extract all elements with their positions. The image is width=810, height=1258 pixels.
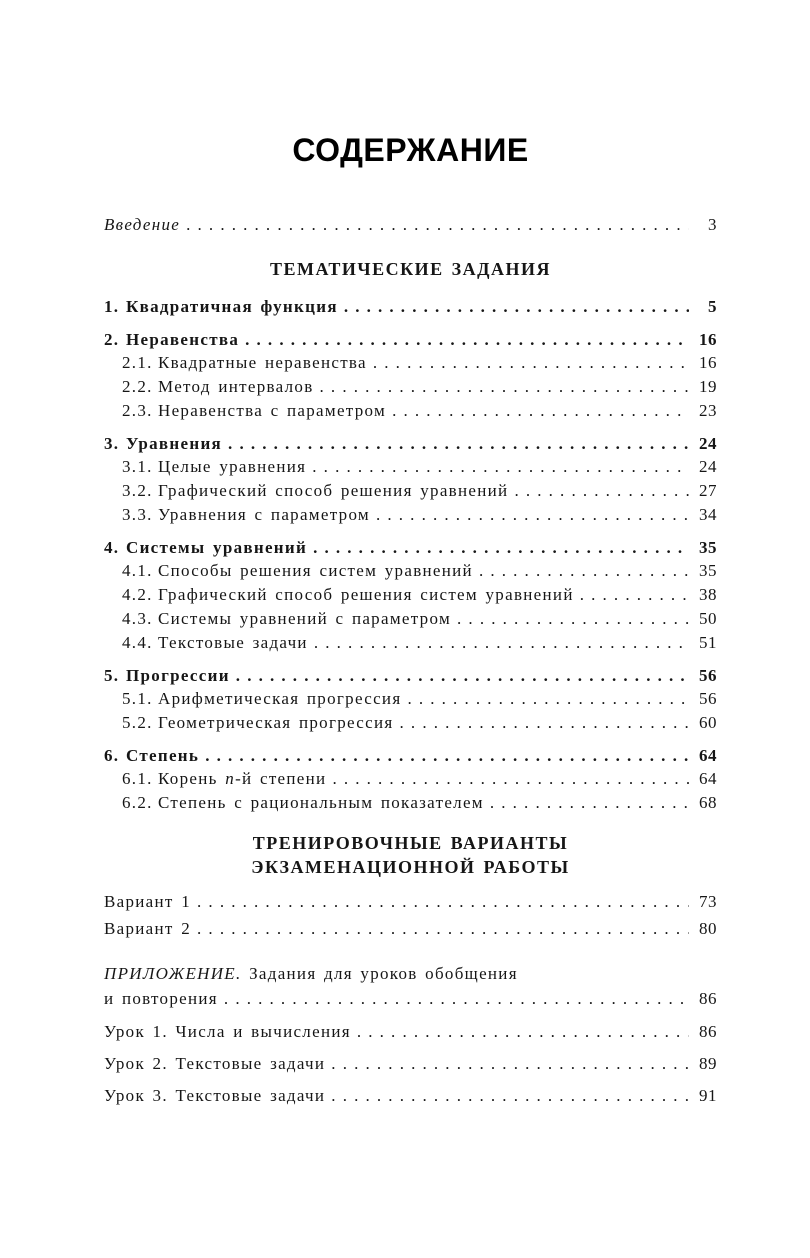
dot-leader xyxy=(197,917,689,940)
dot-leader xyxy=(407,687,689,710)
toc-entry-sub xyxy=(104,711,717,734)
page-number: 64 xyxy=(699,746,717,765)
entry-label: Прогрессии xyxy=(126,666,230,685)
entry-number: 1. xyxy=(104,297,120,316)
dot-leader xyxy=(186,213,689,236)
dot-leader xyxy=(314,631,689,654)
toc-entry-main xyxy=(104,295,717,318)
entry-label: Урок 1. Числа и вычисления xyxy=(104,1022,351,1041)
dot-leader xyxy=(332,767,689,790)
entry-label: Уравнения xyxy=(126,434,223,453)
page-number: 24 xyxy=(699,434,717,453)
entry-label: Системы уравнений xyxy=(126,538,308,557)
page-number: 19 xyxy=(699,377,717,396)
page-title: СОДЕРЖАНИЕ xyxy=(292,132,529,168)
entry-label: Графический способ решения уравнений xyxy=(158,481,509,500)
toc-section xyxy=(104,744,717,814)
dot-leader xyxy=(490,791,689,814)
toc-entry-sub xyxy=(104,767,717,790)
toc-entry-sub xyxy=(104,503,717,526)
toc-entry-introduction xyxy=(104,213,717,236)
page-number: 24 xyxy=(699,457,717,476)
entry-label: и повторения xyxy=(104,989,218,1008)
toc-entry-sub xyxy=(104,375,717,398)
toc-entry-lesson xyxy=(104,1052,717,1075)
entry-label-part: Корень xyxy=(158,769,226,788)
entry-number: 2.1. xyxy=(122,353,153,372)
page-number: 80 xyxy=(699,919,717,938)
entry-number: 3.3. xyxy=(122,505,153,524)
part2-heading xyxy=(104,831,717,879)
entry-label: Уравнения с параметром xyxy=(158,505,370,524)
entry-label: Вариант 1 xyxy=(104,892,192,911)
dot-leader xyxy=(357,1020,689,1043)
entry-number: 5.1. xyxy=(122,689,153,708)
page-number: 23 xyxy=(699,401,717,420)
dot-leader xyxy=(312,455,689,478)
page-number: 16 xyxy=(699,330,717,349)
entry-number: 4.4. xyxy=(122,633,153,652)
dot-leader xyxy=(376,503,689,526)
dot-leader xyxy=(331,1052,689,1075)
page-number: 60 xyxy=(699,713,717,732)
entry-number: 3.2. xyxy=(122,481,153,500)
entry-number: 3.1. xyxy=(122,457,153,476)
toc-section xyxy=(104,295,717,318)
entry-label: Введение xyxy=(104,215,181,234)
toc-entry-sub xyxy=(104,559,717,582)
dot-leader xyxy=(245,328,689,351)
toc-entry-sub xyxy=(104,479,717,502)
page-number: 16 xyxy=(699,353,717,372)
dot-leader xyxy=(228,432,689,455)
entry-label: Квадратные неравенства xyxy=(158,353,367,372)
entry-number: 6.2. xyxy=(122,793,153,812)
entry-label: Урок 3. Текстовые задачи xyxy=(104,1086,326,1105)
page-number: 35 xyxy=(699,561,717,580)
entry-number: 4. xyxy=(104,538,120,557)
dot-leader xyxy=(479,559,689,582)
entry-number: 3. xyxy=(104,434,120,453)
toc-entry-sub xyxy=(104,399,717,422)
dot-leader xyxy=(514,479,689,502)
toc-entry-sub xyxy=(104,631,717,654)
page-number: 34 xyxy=(699,505,717,524)
dot-leader xyxy=(313,536,689,559)
entry-label-italic-part: n xyxy=(225,769,236,788)
entry-number: 2.3. xyxy=(122,401,153,420)
entry-number: 4.1. xyxy=(122,561,153,580)
page-number: 56 xyxy=(699,689,717,708)
dot-leader xyxy=(224,987,689,1010)
toc-entry-main xyxy=(104,664,717,687)
dot-leader xyxy=(236,664,689,687)
part2-heading-line2: ЭКЗАМЕНАЦИОННОЙ РАБОТЫ xyxy=(251,857,570,877)
appendix-line2 xyxy=(104,987,717,1010)
page-number: 50 xyxy=(699,609,717,628)
entry-label: Вариант 2 xyxy=(104,919,192,938)
toc-entry-sub xyxy=(104,455,717,478)
toc-sections xyxy=(104,295,717,814)
toc-entry-appendix xyxy=(104,962,717,1010)
dot-leader xyxy=(580,583,689,606)
page-number: 51 xyxy=(699,633,717,652)
toc-section xyxy=(104,664,717,734)
toc-variants xyxy=(104,890,717,940)
entry-label: Способы решения систем уравнений xyxy=(158,561,473,580)
entry-number: 4.3. xyxy=(122,609,153,628)
page-number: 38 xyxy=(699,585,717,604)
entry-label: Квадратичная функция xyxy=(126,297,338,316)
entry-label: Степень xyxy=(126,746,200,765)
dot-leader xyxy=(392,399,689,422)
dot-leader xyxy=(373,351,689,374)
entry-label: Неравенства с параметром xyxy=(158,401,387,420)
toc-entry-lesson xyxy=(104,1084,717,1107)
page-number: 5 xyxy=(708,297,717,316)
toc-entry-lesson xyxy=(104,1020,717,1043)
toc-lessons xyxy=(104,1020,717,1107)
toc-entry-variant xyxy=(104,917,717,940)
appendix-label-rest: Задания для уроков обобщения xyxy=(241,964,518,983)
entry-label: Неравенства xyxy=(126,330,240,349)
page-number: 89 xyxy=(699,1054,717,1073)
toc-entry-sub xyxy=(104,351,717,374)
toc-section xyxy=(104,432,717,526)
toc-entry-variant xyxy=(104,890,717,913)
entry-label: Степень с рациональным показателем xyxy=(158,793,484,812)
entry-label: Урок 2. Текстовые задачи xyxy=(104,1054,326,1073)
dot-leader xyxy=(197,890,689,913)
toc-entry-sub xyxy=(104,583,717,606)
dot-leader xyxy=(331,1084,689,1107)
entry-label: Текстовые задачи xyxy=(158,633,308,652)
entry-label xyxy=(104,962,518,985)
entry-label: Графический способ решения систем уравнений xyxy=(158,585,574,604)
dot-leader xyxy=(344,295,689,318)
entry-number: 5. xyxy=(104,666,120,685)
page-number: 64 xyxy=(699,769,717,788)
entry-number: 6. xyxy=(104,746,120,765)
entry-label: Метод интервалов xyxy=(158,377,314,396)
dot-leader xyxy=(205,744,689,767)
entry-label: Геометрическая прогрессия xyxy=(158,713,394,732)
toc-entry-main xyxy=(104,328,717,351)
part1-heading: ТЕМАТИЧЕСКИЕ ЗАДАНИЯ xyxy=(269,259,552,279)
dot-leader xyxy=(457,607,689,630)
toc-entry-sub xyxy=(104,791,717,814)
entry-number: 2.2. xyxy=(122,377,153,396)
entry-label-part: -й степени xyxy=(235,769,327,788)
entry-label xyxy=(158,767,326,790)
toc-section xyxy=(104,328,717,422)
page-number: 68 xyxy=(699,793,717,812)
entry-number: 4.2. xyxy=(122,585,153,604)
toc-entry-sub xyxy=(104,607,717,630)
toc-entry-main xyxy=(104,536,717,559)
page-number: 35 xyxy=(699,538,717,557)
page-number: 3 xyxy=(708,215,717,234)
part2-heading-line1: ТРЕНИРОВОЧНЫЕ ВАРИАНТЫ xyxy=(252,833,569,853)
page-number: 86 xyxy=(699,989,717,1008)
appendix-label-italic: ПРИЛОЖЕНИЕ. xyxy=(104,964,242,983)
page-number: 86 xyxy=(699,1022,717,1041)
entry-number: 5.2. xyxy=(122,713,153,732)
entry-number: 2. xyxy=(104,330,120,349)
page-number: 27 xyxy=(699,481,717,500)
page-number: 91 xyxy=(699,1086,717,1105)
toc-section xyxy=(104,536,717,654)
page-number: 56 xyxy=(699,666,717,685)
page-number: 73 xyxy=(699,892,717,911)
dot-leader xyxy=(400,711,689,734)
entry-label: Арифметическая прогрессия xyxy=(158,689,402,708)
entry-number: 6.1. xyxy=(122,769,153,788)
dot-leader xyxy=(320,375,689,398)
entry-label: Системы уравнений с параметром xyxy=(158,609,452,628)
entry-label: Целые уравнения xyxy=(158,457,307,476)
toc-entry-main xyxy=(104,744,717,767)
toc-entry-sub xyxy=(104,687,717,710)
appendix-line1 xyxy=(104,962,717,985)
toc-entry-main xyxy=(104,432,717,455)
